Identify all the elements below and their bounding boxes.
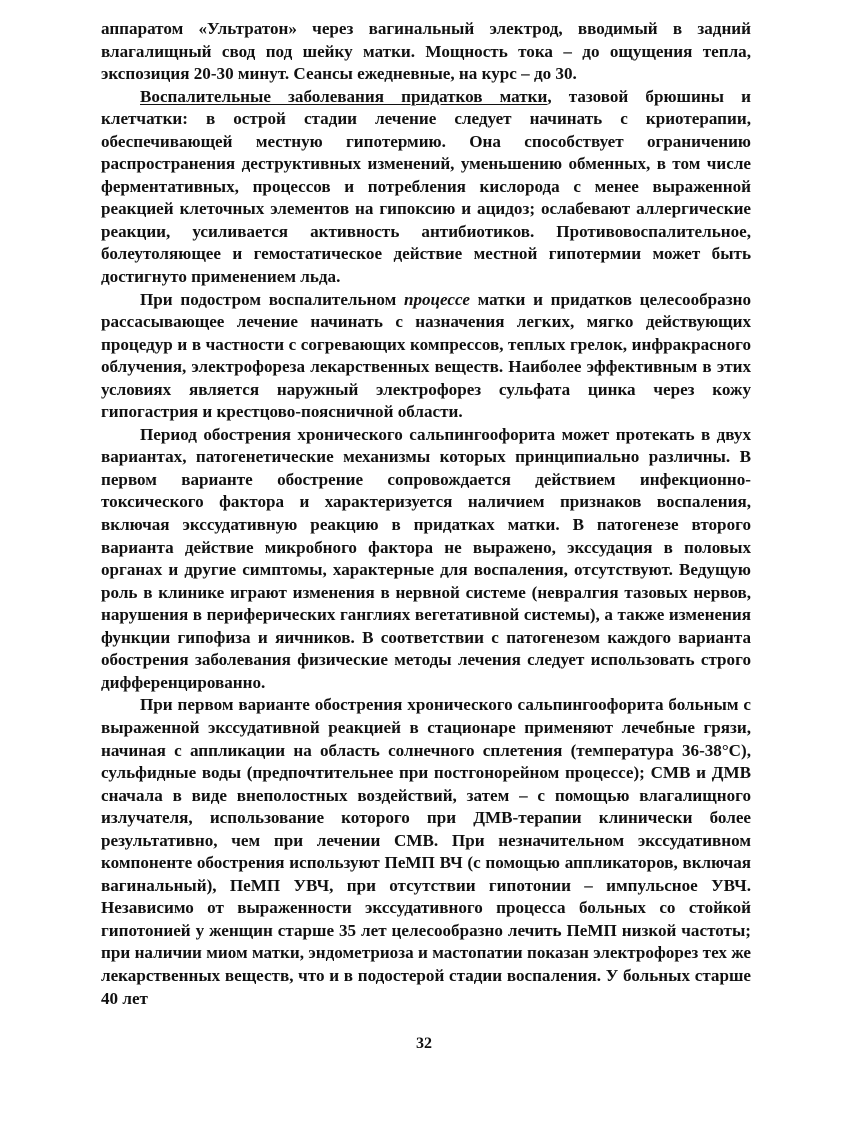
italic-word: процессе	[403, 289, 470, 309]
page-number: 32	[416, 1035, 432, 1052]
paragraph-subacute	[101, 289, 751, 424]
paragraph-text: матки и придатков целесообразно рассасывающее лечение начинать с назначения легких, мягко действующих процедур и в частности с согревающих компрессов, теплых грелок, инфракрасного облучения, электрофореза лекарственных веществ. Наиболее эффективным в этих условиях является наружный электрофорез сульфата цинка через кожу гипогастрия и крестцово-поясничной области.	[101, 289, 751, 422]
paragraph-exacerbation-period	[101, 424, 751, 695]
paragraph-text: Период обострения хронического сальпингоофорита может протекать в двух вариантах, патогенетические механизмы которых принципиально различны. В первом варианте обострение сопровождается действием инфекционно-токсического фактора и характеризуется наличием признаков воспаления, включая экссудативную реакцию в придатках матки. В патогенезе второго варианта действие микробного фактора не выражено, экссудация в половых органах и другие симптомы, характерные для воспаления, отсутствуют. Ведущую роль в клинике играют изменения в нервной системе (невралгия тазовых нервов, нарушения в периферических ганглиях вегетативной системы), а также изменения функции гипофиза и яичников. В соответствии с патогенезом каждого варианта обострения заболевания физические методы лечения следует использовать строго дифференцированно.	[101, 424, 751, 692]
paragraph-text: При первом варианте обострения хронического сальпингоофорита больным с выраженной экссудативной реакцией в стационаре применяют лечебные грязи, начиная с аппликации на область солнечного сплетения (температура 36-38°С), сульфидные воды (предпочтительнее при постгонорейном процессе); СМВ и ДМВ сначала в виде внеполостных воздействий, затем – с помощью влагалищного излучателя, использование которого при ДМВ-терапии клинически более результативно, чем при лечении СМВ. При незначительном экссудативном компоненте обострения используют ПеМП ВЧ (с помощью аппликаторов, включая вагинальный), ПеМП УВЧ, при отсутствии гипотонии – импульсное УВЧ. Независимо от выраженности экссудативного процесса больных со стойкой гипотонией у женщин старше 35 лет целесообразно лечить ПеМП низкой частоты; при наличии миом матки, эндометриоза и мастопатии показан электрофорез тех же лекарственных веществ, что и в подостерой стадии воспаления. У больных старше 40 лет	[101, 695, 751, 1008]
paragraph-text: аппаратом «Ультратон» через вагинальный электрод, вводимый в задний влагалищный свод под шейку матки. Мощность тока – до ощущения тепла, экспозиция 20-30 минут. Сеансы ежедневные, на курс – до 30.	[101, 19, 751, 84]
paragraph-apparatus	[101, 18, 751, 86]
paragraph-text: При подостром воспалительном	[140, 289, 404, 309]
paragraph-first-variant	[101, 694, 751, 1010]
document-body	[101, 18, 751, 1010]
paragraph-text: , тазовой брюшины и клетчатки: в острой стадии лечение следует начинать с криотерапии, обеспечивающей местную гипотермию. Она способствует ограничению распространения деструктивных изменений, уменьшению обменных, в том числе ферментативных, процессов и потребления кислорода с менее выраженной реакцией клеточных элементов на гипоксию и ацидоз; ослабевают аллергические реакции, усиливается активность антибиотиков. Противовоспалительное, болеутоляющее и гемостатическое действие местной гипотермии может быть достигнуто применением льда.	[101, 86, 751, 287]
section-heading-underlined: Воспалительные заболевания придатков матки	[140, 86, 548, 106]
paragraph-inflammatory-diseases	[101, 86, 751, 289]
